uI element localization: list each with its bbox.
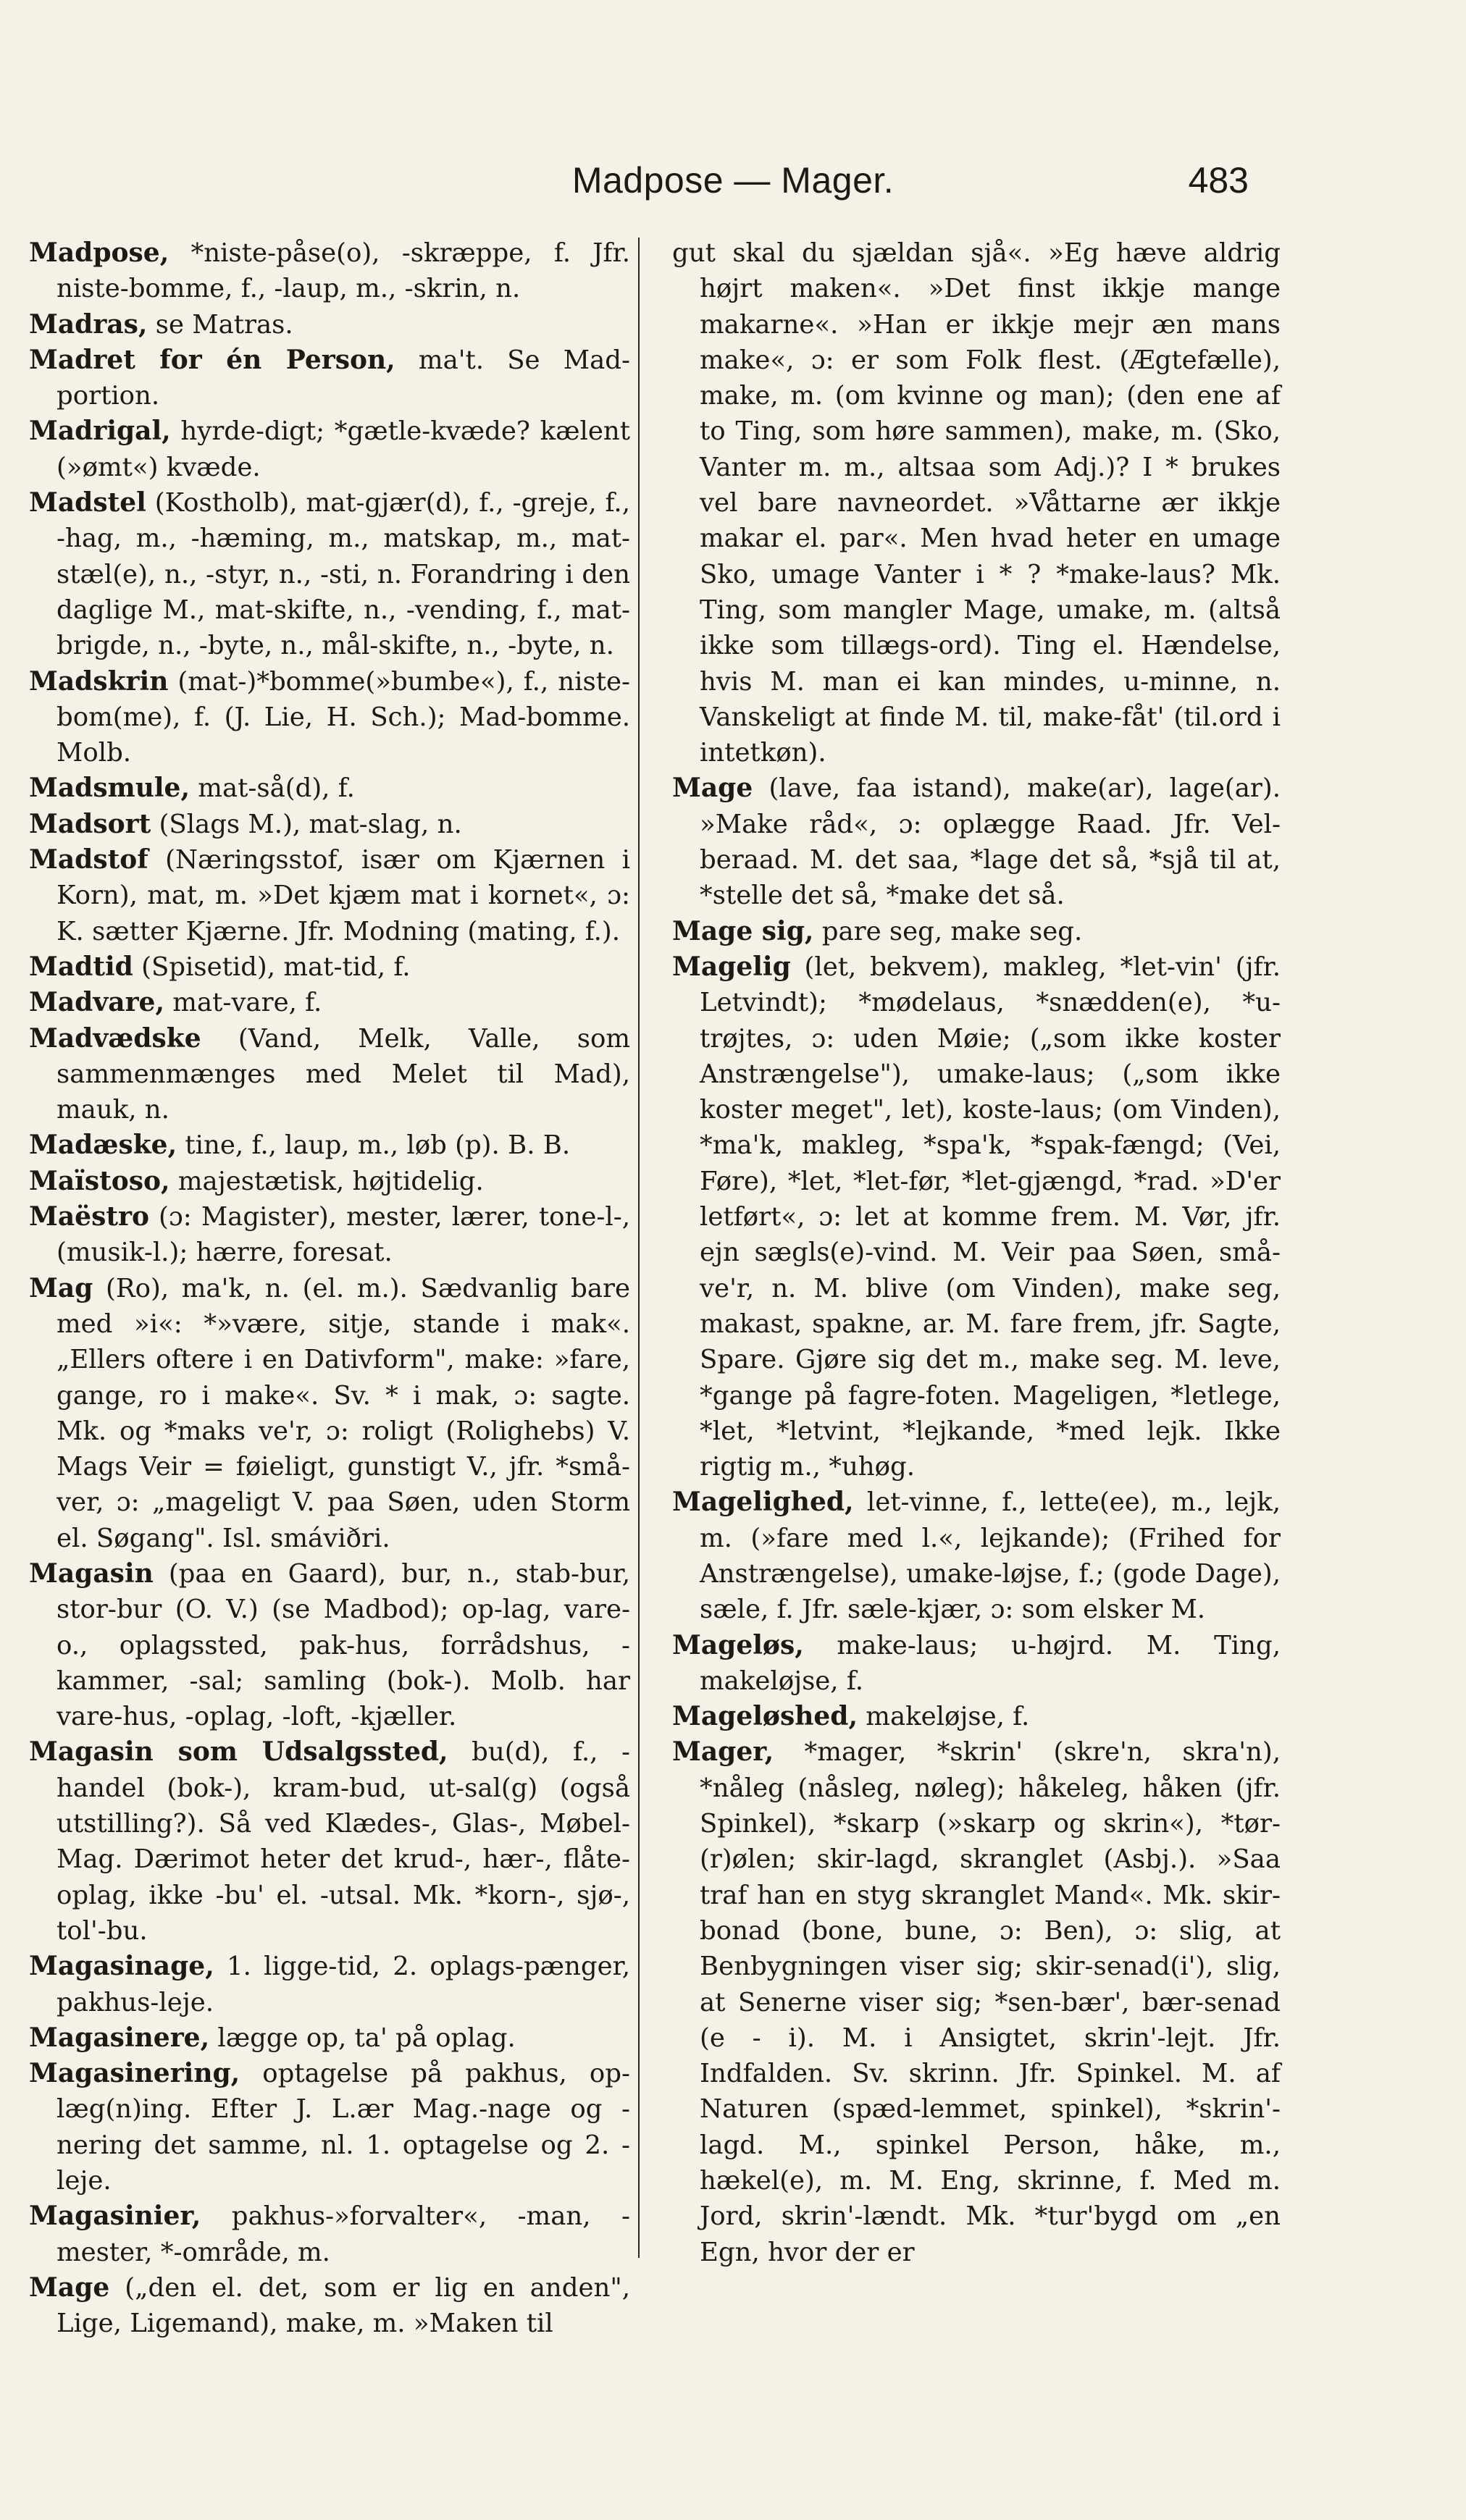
entry-headword: Mager,	[672, 1736, 774, 1768]
dictionary-entry	[29, 985, 630, 1020]
entry-definition: (paa en Gaard), bur, n., stab-bur, stor-bur (O. V.) (se Madbod); op-lag, vare-o., oplagssted, pak-hus, forrådshus, -kammer, -sal; samling (bok-). Molb. har vare-hus, -oplag, -loft, -kjæller.	[56, 1558, 630, 1732]
entry-definition: (Ro), ma'k, n. (el. m.). Sædvanlig bare med »i«: *»være, sitje, stande i mak«. „Ellers oftere i en Dativform", make: »fare, gange, ro i make«. Sv. * i mak, ɔ: sagte. Mk. og *maks ve'r, ɔ: roligt (Rolighebs) V. Mags Veir = føieligt, gunstigt V., jfr. *små-ver, ɔ: „mageligt V. paa Søen, uden Storm el. Søgang". Isl. smáviðri.	[56, 1273, 630, 1553]
entry-headword: Madstel	[29, 487, 146, 518]
entry-definition: (ɔ: Magister), mester, lærer, tone-l-, (musik-l.); hærre, foresat.	[56, 1202, 630, 1268]
entry-headword: Mag	[29, 1272, 93, 1303]
entry-headword: Madstof	[29, 844, 148, 875]
entry-definition: (lave, faa istand), make(ar), lage(ar). »Make råd«, ɔ: oplægge Raad. Jfr. Vel-beraad. M. det saa, *lage det så, *sjå til at, *stelle det så, *make det så.	[700, 773, 1281, 911]
entry-definition: (Kostholb), mat-gjær(d), f., -greje, f., -hag, m., -hæming, m., matskap, m., mat-stæl(e), n., -styr, n., -sti, n. Forandring i den daglige M., mat-skifte, n., -vending, f., mat-brigde, n., -byte, n., mål-skifte, n., -byte, n.	[56, 488, 630, 661]
dictionary-entry	[29, 485, 630, 663]
entry-definition: mat-så(d), f.	[190, 773, 355, 804]
entry-headword: Magasinere,	[29, 2022, 210, 2053]
dictionary-entry	[672, 1699, 1281, 1734]
entry-definition: majestætisk, højtidelig.	[169, 1166, 484, 1196]
running-head: Madpose — Mager.	[571, 160, 895, 201]
entry-headword: Madskrin	[29, 665, 169, 697]
entry-definition: (Slags M.), mat-slag, n.	[151, 809, 462, 839]
dictionary-entry	[29, 1199, 630, 1271]
dictionary-entry	[29, 307, 630, 343]
entry-definition: (Spisetid), mat-tid, f.	[133, 952, 411, 982]
entry-headword: Magelig	[672, 951, 791, 982]
entry-definition: *niste-påse(o), -skræppe, f. Jfr. niste-bomme, f., -laup, m., -skrin, n.	[56, 238, 630, 304]
dictionary-entry	[672, 1734, 1281, 2269]
dictionary-entry	[29, 1271, 630, 1556]
entry-definition: 1. ligge-tid, 2. oplags-pænger, pakhus-leje.	[56, 1952, 630, 2017]
entry-definition: makeløjse, f.	[858, 1702, 1030, 1732]
page-number: 483	[1188, 160, 1249, 201]
entry-definition: let-vinne, f., lette(ee), m., lejk, m. (»fare med l.«, lejkande); (Frihed for Anstrængelse), umake-løjse, f.; (gode Dage), sæle, f. Jfr. sæle-kjær, ɔ: som elsker M.	[700, 1487, 1281, 1625]
dictionary-entry	[29, 235, 630, 307]
entry-definition: ma't. Se Mad-portion.	[56, 345, 630, 411]
entry-definition: (Vand, Melk, Valle, som sammenmænges med Melet til Mad), mauk, n.	[56, 1023, 630, 1125]
dictionary-entry	[672, 235, 1281, 770]
entry-headword: Magasinier,	[29, 2201, 201, 2232]
entry-headword: Madras,	[29, 308, 148, 340]
dictionary-entry	[29, 2198, 630, 2270]
entry-definition: mat-vare, f.	[164, 988, 322, 1018]
entry-headword: Madæske,	[29, 1130, 177, 1161]
entry-headword: Magasinage,	[29, 1951, 214, 1982]
entry-headword: Mageløs,	[672, 1629, 804, 1660]
dictionary-entry	[29, 413, 630, 485]
entry-headword: Magasin	[29, 1558, 154, 1589]
entry-definition: (let, bekvem), makleg, *let-vin' (jfr. Letvindt); *mødelaus, *snædden(e), *u-trøjtes, ɔ: uden Møie; („som ikke koster Anstrængelse"), umake-laus; („som ikke koster meget", let), koste-laus; (om Vinden), *ma'k, makleg, *spa'k, *spak-fængd; (Vei, Føre), *let, *let-før, *let-gjængd, *rad. »D'er letført«, ɔ: let at komme frem. M. Vør, jfr. ejn sægls(e)-vind. M. Veir paa Søen, små-ve'r, n. M. blive (om Vinden), make seg, makast, spakne, ar. M. fare frem, jfr. Sagte, Spare. Gjøre sig det m., make seg. M. leve, *gange på fagre-foten. Mageligen, *letlege, *let, *letvint, *lejkande, *med lejk. Ikke rigtig m., *uhøg.	[700, 952, 1281, 1482]
entry-headword: Mageløshed,	[672, 1701, 858, 1732]
dictionary-entry	[29, 1127, 630, 1163]
entry-headword: Madsort	[29, 808, 151, 839]
entry-definition: (Næringsstof, især om Kjærnen i Korn), mat, m. »Det kjæm mat i kornet«, ɔ: K. sætter Kjærne. Jfr. Modning (mating, f.).	[56, 845, 630, 946]
entry-definition: pakhus-»forvalter«, -man, -mester, *-område, m.	[56, 2201, 630, 2267]
entry-headword: Maëstro	[29, 1201, 149, 1232]
dictionary-entry	[672, 1628, 1281, 1700]
entry-headword: Madvare,	[29, 987, 164, 1018]
entry-headword: Magasinering,	[29, 2058, 240, 2089]
entry-headword: Magelighed,	[672, 1487, 854, 1518]
entry-headword: Madrigal,	[29, 416, 171, 447]
dictionary-entry	[29, 1949, 630, 2020]
entry-headword: Madpose,	[29, 238, 169, 268]
entry-definition: bu(d), f., -handel (bok-), kram-bud, ut-sal(g) (også utstilling?). Så ved Klædes-, Glas-, Møbel-Mag. Dærimot heter det krud-, hær-, flåte-oplag, ikke -bu' el. -utsal. Mk. *korn-, sjø-, tol'-bu.	[56, 1737, 631, 1946]
dictionary-entry	[29, 770, 630, 806]
entry-definition: („den el. det, som er lig en anden", Lige, Ligemand), make, m. »Maken til	[56, 2272, 630, 2339]
entry-headword: Madvædske	[29, 1022, 201, 1054]
dictionary-entry	[29, 2056, 630, 2198]
entry-headword: Mage	[672, 773, 753, 804]
entry-headword: Magasin som Udsalgssted,	[29, 1736, 448, 1768]
dictionary-entry	[672, 914, 1281, 949]
left-column	[29, 235, 630, 2342]
dictionary-entry	[29, 2270, 630, 2342]
dictionary-entry	[672, 949, 1281, 1484]
entry-definition: hyrde-digt; *gætle-kvæde? kælent (»ømt«) kvæde.	[56, 416, 630, 482]
dictionary-entry	[672, 770, 1281, 913]
column-divider	[638, 238, 640, 2258]
entry-headword: Madret for én Person,	[29, 344, 395, 375]
entry-headword: Madtid	[29, 951, 133, 982]
dictionary-entry	[29, 949, 630, 985]
entry-definition: (mat-)*bomme(»bumbe«), f., niste-bom(me), f. (J. Lie, H. Sch.); Mad-bomme. Molb.	[56, 666, 630, 768]
entry-headword: Maïstoso,	[29, 1165, 170, 1196]
entry-headword: Mage	[29, 2272, 110, 2303]
entry-definition: optagelse på pakhus, op-læg(n)ing. Efter J. L.ær Mag.-nage og -nering det samme, nl. 1. optagelse og 2. -leje.	[56, 2059, 630, 2196]
dictionary-entry	[29, 807, 630, 842]
entry-definition: lægge op, ta' på oplag.	[209, 2023, 516, 2053]
page-header	[0, 152, 1466, 210]
entry-definition: make-laus; u-højrd. M. Ting, makeløjse, f.	[700, 1630, 1281, 1696]
entry-definition: *mager, *skrin' (skre'n, skra'n), *nåleg (nåsleg, nøleg); håkeleg, håken (jfr. Spinkel), *skarp (»skarp og skrin«), *tør-(r)ølen; skir-lagd, skranglet (Asbj.). »Saa traf han en styg skranglet Mand«. Mk. skir-bonad (bone, bune, ɔ: Ben), ɔ: slig, at Benbygningen viser sig; skir-senad(i'), slig, at Senerne viser sig; *sen-bær', bær-senad (e - i). M. i Ansigtet, skrin'-lejt. Jfr. Indfalden. Sv. skrinn. Jfr. Spinkel. M. af Naturen (spæd-lemmet, spinkel), *skrin'-lagd. M., spinkel Person, håke, m., hækel(e), m. M. Eng, skrinne, f. Med m. Jord, skrin'-lændt. Mk. *tur'bygd om „en Egn, hvor der er	[700, 1737, 1281, 2267]
right-column	[672, 235, 1281, 2270]
entry-definition: tine, f., laup, m., løb (p). B. B.	[177, 1130, 571, 1161]
entry-headword: Mage sig,	[672, 915, 814, 946]
entry-definition: gut skal du sjældan sjå«. »Eg hæve aldrig højrt maken«. »Det finst ikkje mange makarne«. »Han er ikkje mejr æn mans make«, ɔ: er som Folk flest. (Ægtefælle), make, m. (om kvinne og man); (den ene af to Ting, som høre sammen), make, m. (Sko, Vanter m. m., altsaa som Adj.)? I * brukes vel bare navneordet. »Våttarne ær ikkje makar el. par«. Men hvad heter en umage Sko, umage Vanter i * ? *make-laus? Mk. Ting, som mangler Mage, umake, m. (altså ikke som tillægs-ord). Ting el. Hændelse, hvis M. man ei kan mindes, u-minne, n. Vanskeligt at finde M. til, make-fåt' (til.ord i intetkøn).	[672, 238, 1281, 768]
dictionary-entry	[29, 664, 630, 771]
dictionary-entry	[29, 1021, 630, 1128]
dictionary-entry	[29, 343, 630, 414]
dictionary-entry	[29, 1734, 630, 1949]
entry-headword: Madsmule,	[29, 773, 190, 804]
dictionary-entry	[29, 842, 630, 949]
dictionary-entry	[29, 1556, 630, 1734]
entry-definition: pare seg, make seg.	[813, 916, 1083, 946]
entry-definition: se Matras.	[147, 309, 293, 340]
dictionary-entry	[29, 2020, 630, 2056]
dictionary-entry	[29, 1164, 630, 1199]
dictionary-entry	[672, 1484, 1281, 1627]
